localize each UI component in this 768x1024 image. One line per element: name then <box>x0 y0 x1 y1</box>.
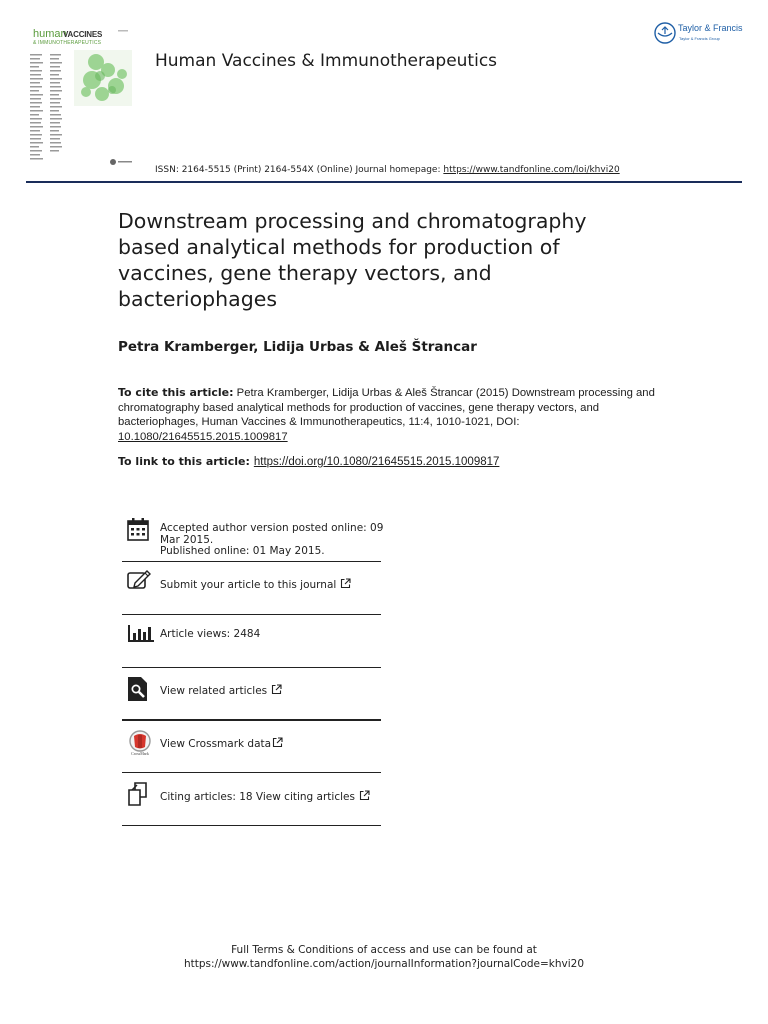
journal-cover-thumbnail <box>30 28 134 168</box>
document-search-icon <box>127 676 149 706</box>
citing-articles-label: Citing articles: 18 View citing articles <box>160 791 355 803</box>
calendar-icon <box>127 517 149 545</box>
cover-logo-immuno: & IMMUNOTHERAPEUTICS <box>33 40 102 46</box>
publisher-logo-subtext: Taylor & Francis Group <box>679 36 720 41</box>
external-link-icon <box>272 737 283 752</box>
related-articles-label: View related articles <box>160 685 268 697</box>
citation-text: Petra Kramberger, Lidija Urbas & Aleš Štrancar (2015) Downstream processing and chromatography based analytical methods for production of vaccines, gene therapy vectors, and bacteriophages, Human Vaccines & Immunotherapeutics, 11:4, 1010-1021, DOI: <box>118 387 655 428</box>
crossmark-caption: CrossMark <box>131 751 149 756</box>
footer <box>0 943 768 971</box>
link-label: To link to this article: <box>118 455 250 468</box>
crossmark-icon <box>127 730 153 762</box>
publisher-logo-text: Taylor & Francis <box>678 23 743 33</box>
row-divider <box>122 561 381 562</box>
row-divider <box>122 719 381 721</box>
related-articles-link[interactable] <box>160 684 282 699</box>
published-date: Published online: 01 May 2015. <box>160 545 325 557</box>
article-authors: Petra Kramberger, Lidija Urbas & Aleš Štrancar <box>118 339 477 355</box>
crossmark-link[interactable] <box>160 737 283 752</box>
citation-block <box>118 386 658 444</box>
crossmark-label: View Crossmark data <box>160 738 272 750</box>
external-link-icon <box>271 684 282 699</box>
journal-title: Human Vaccines & Immunotherapeutics <box>155 51 498 71</box>
bar-chart-icon <box>127 623 155 647</box>
issn-line <box>155 165 620 175</box>
citation-label: To cite this article: <box>118 386 234 399</box>
edit-icon <box>127 570 151 594</box>
article-link-line <box>118 455 499 468</box>
accepted-date-line1: Accepted author version posted online: 09 <box>160 522 384 534</box>
article-views: Article views: 2484 <box>160 628 261 640</box>
row-divider <box>122 614 381 615</box>
accepted-date-line2: Mar 2015. <box>160 533 214 546</box>
citing-articles-link[interactable] <box>160 790 370 805</box>
article-title: Downstream processing and chromatography based analytical methods for production of vaccines, gene therapy vectors, and bacteriophages <box>118 209 587 311</box>
taylor-francis-logo-icon[interactable] <box>654 22 676 48</box>
article-doi-link[interactable]: https://doi.org/10.1080/21645515.2015.1009817 <box>253 456 500 468</box>
row-divider <box>122 772 381 773</box>
citing-articles-icon <box>127 782 151 810</box>
cover-logo-human: human <box>33 28 67 40</box>
footer-terms-url[interactable]: https://www.tandfonline.com/action/journalInformation?journalCode=khvi20 <box>183 958 585 970</box>
submit-article-link[interactable] <box>160 578 351 593</box>
row-divider <box>122 667 381 668</box>
issn-text: ISSN: 2164-5515 (Print) 2164-554X (Online) Journal homepage: <box>155 165 444 175</box>
footer-terms: Full Terms & Conditions of access and use can be found at <box>231 944 537 956</box>
cover-logo-vaccines: VACCINES <box>63 30 103 39</box>
external-link-icon <box>359 790 370 805</box>
header-divider <box>26 181 742 183</box>
row-divider <box>122 825 381 826</box>
publication-dates <box>160 523 383 558</box>
journal-homepage-link[interactable]: https://www.tandfonline.com/loi/khvi20 <box>443 165 620 175</box>
citation-doi-link[interactable]: 10.1080/21645515.2015.1009817 <box>118 430 288 443</box>
submit-article-label: Submit your article to this journal <box>160 579 337 591</box>
external-link-icon <box>340 578 351 593</box>
